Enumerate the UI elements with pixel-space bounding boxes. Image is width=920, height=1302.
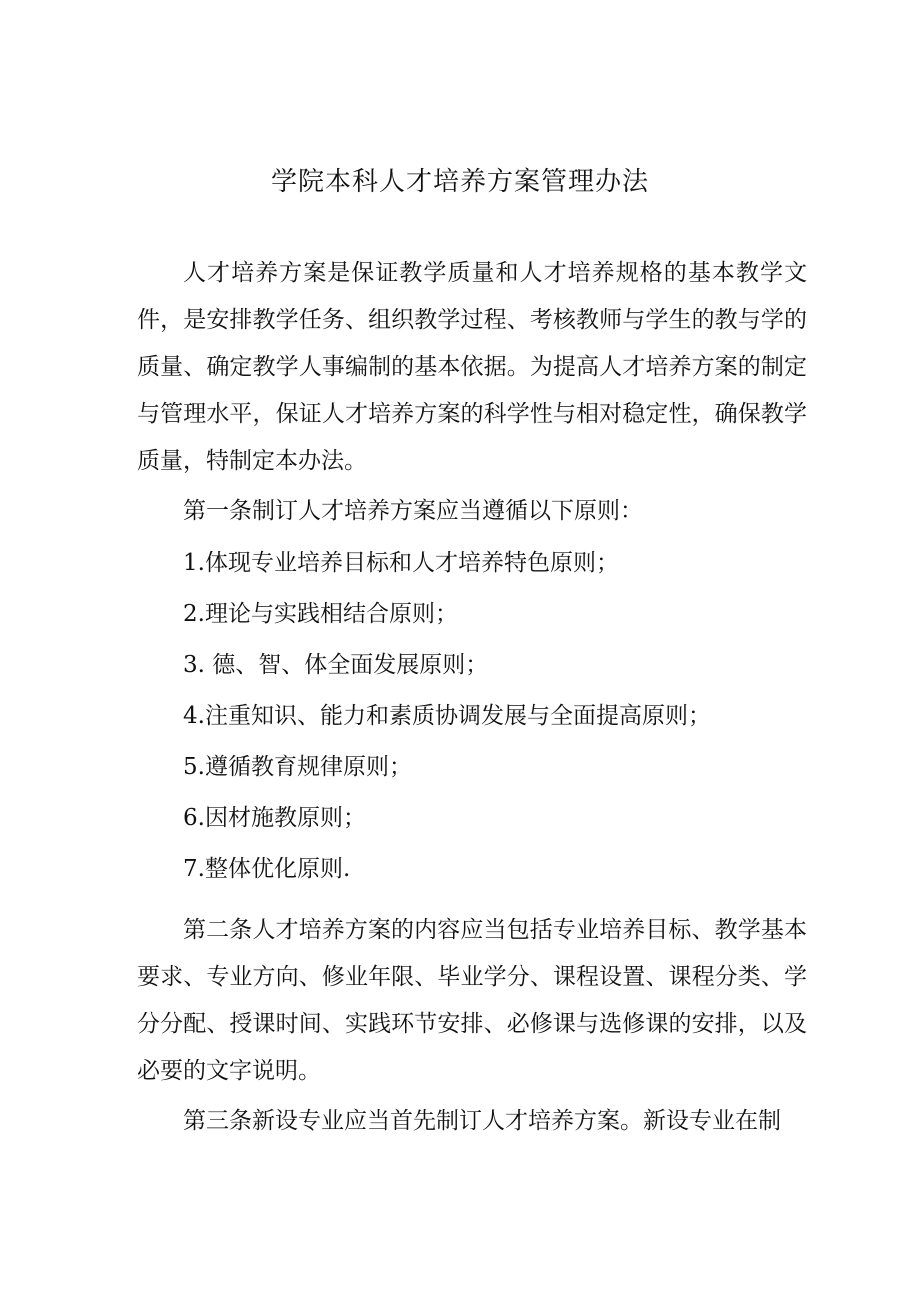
principle-item-6: 6.因材施教原则； <box>183 805 366 831</box>
principle-item-1: 1.体现专业培养目标和人才培养特色原则； <box>183 550 619 576</box>
principle-item-4: 4.注重知识、能力和素质协调发展与全面提高原则； <box>183 703 711 729</box>
article-2-paragraph: 第二条人才培养方案的内容应当包括专业培养目标、教学基本要求、专业方向、修业年限、毕业学分、课程设置、课程分类、学分分配、授课时间、实践环节安排、必修课与选修课的安排，以及必要的文字说明。 <box>137 917 807 1084</box>
intro-paragraph: 人才培养方案是保证教学质量和人才培养规格的基本教学文件，是安排教学任务、组织教学过程、考核教师与学生的教与学的质量、确定教学人事编制的基本依据。为提高人才培养方案的制定与管理水平，保证人才培养方案的科学性与相对稳定性，确保教学质量，特制定本办法。 <box>137 260 807 474</box>
document-title: 学院本科人才培养方案管理办法 <box>270 167 649 197</box>
principle-item-2: 2.理论与实践相结合原则； <box>183 601 458 627</box>
principle-item-7: 7.整体优化原则. <box>183 856 351 882</box>
principle-item-5: 5.遵循教育规律原则； <box>183 754 412 780</box>
article-1-heading: 第一条制订人才培养方案应当遵循以下原则： <box>183 498 643 524</box>
document-body <box>137 250 807 1145</box>
principle-item-3: 3. 德、智、体全面发展原则； <box>183 652 489 678</box>
article-3-paragraph: 第三条新设专业应当首先制订人才培养方案。新设专业在制 <box>183 1108 781 1134</box>
